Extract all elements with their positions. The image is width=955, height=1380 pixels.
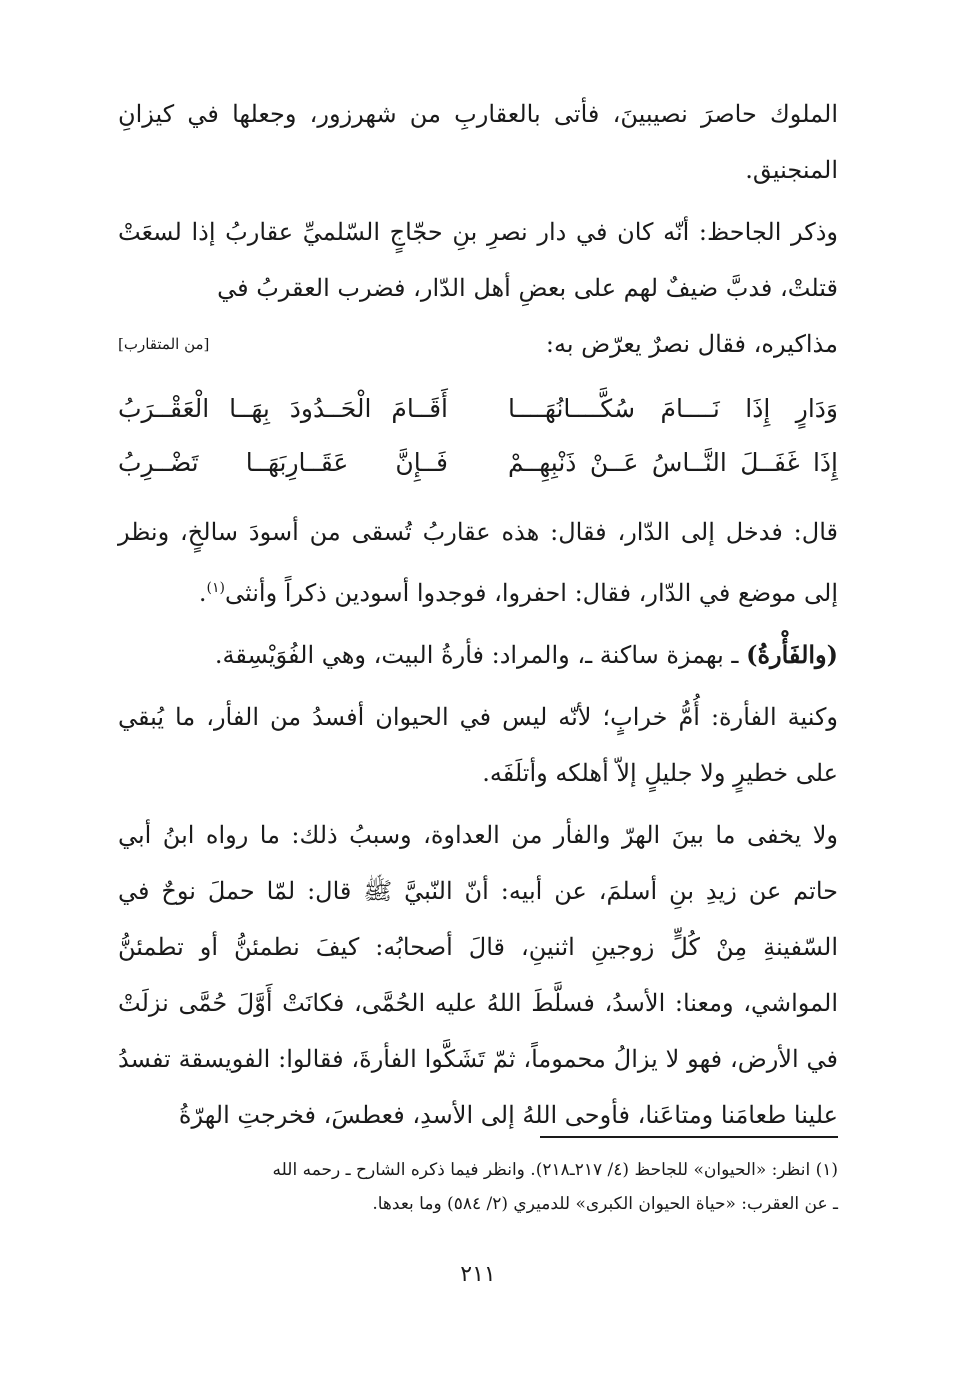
verse-2-second-hemistich: فَــإِنَّ عَقَــارِبَهَــا تَضْــرِبُ <box>118 448 448 477</box>
paragraph-3-text: قال: فدخل إلى الدّار، فقال: هذه عقاربُ تُسقى من أسودَ سالخٍ، ونظر إلى موضع في الدّار، فقال: احفروا، فوجدوا أسودين ذكراً وأنثى <box>118 518 838 607</box>
poem <box>118 382 838 490</box>
verse-1-first-hemistich: وَدَارٍ إِذَا نَــــامَ سُكَّــــانُهَــــا <box>508 394 838 423</box>
footnotes <box>118 1153 838 1221</box>
footnote-reference-1[interactable]: (١) <box>206 580 225 596</box>
verse-1 <box>118 382 838 436</box>
paragraph-2-closing: مذاكيره، فقال نصرٌ يعرّض به: <box>545 330 838 358</box>
paragraph-1: الملوك حاصرَ نصيبينَ، فأتى بالعقاربِ من شهرزور، وجعلها في كيزانِ المنجنيق. <box>118 100 838 184</box>
paragraph-2: وذكر الجاحظ: أنّه كان في دار نصرِ بنِ حجّاجٍ السّلميِّ عقاربُ إذا لسعَتْ قتلتْ، فدبَّ ضيفٌ لهم على بعضِ أهل الدّار، فضرب العقربُ في <box>118 218 838 302</box>
footnote-1-line-1: (١) انظر: «الحيوان» للجاحظ (٤/ ٢١٧ـ٢١٨). وانظر فيما ذكره الشارح ـ رحمه الله <box>272 1160 838 1180</box>
paragraph-6: ولا يخفى ما بينَ الهرّ والفأر من العداوة، وسببُ ذلك: ما رواه ابنُ أبي حاتم عن زيدِ بنِ أسلمَ، عن أبيه: أنّ النّبيَّ ﷺ قال: لمّا حملَ نوحٌ في السّفينةِ مِنْ كُلٍّ زوجينِ اثنينِ، قالَ أصحابُه: كيفَ نطمئنُّ أو تطمئنُّ المواشي، ومعنا: الأسدُ، فسلَّطَ اللهُ عليه الحُمَّى، فكانَتْ أَوَّلَ حُمَّى نزلَتْ في الأرض، فهو لا يزالُ محموماً، ثمّ تَشَكَّوا الفأرةَ، فقالوا: الفويسقة تفسدُ علينا طعامَنا ومتاعَنا، فأوحى اللهُ إلى الأسدِ، فعطسَ، فخرجتِ الهرّةُ <box>118 821 838 1129</box>
paragraph-5: وكنية الفأرة: أُمُّ خرابٍ؛ لأنّه ليس في الحيوان أفسدُ من الفأر، ما يُبقي على خطيرٍ ولا جليلٍ إلاّ أهلكه وأتلَفَه. <box>118 703 838 787</box>
verse-2-first-hemistich: إِذَا غَفَــلَ النَّــاسُ عَــنْ ذَنْبِهِــمْ <box>508 448 838 477</box>
verse-2 <box>118 436 838 490</box>
entry-term-mouse: (والفَأْرةُ) <box>746 640 838 669</box>
paragraph-3-end: . <box>198 579 207 607</box>
footnote-1-line-2: ـ عن العقرب: «حياة الحيوان الكبرى» للدميري (٢/ ٥٨٤) وما بعدها. <box>372 1194 838 1214</box>
page-body <box>118 86 838 1143</box>
paragraph-2-last-line <box>118 316 838 372</box>
paragraph-3 <box>118 504 838 621</box>
page-number: ٢١١ <box>460 1262 496 1287</box>
paragraph-4-text: ـ بهمزة ساكنة ـ، والمراد: فأرةُ البيت، وهي الفُوَيْسِقة. <box>214 641 747 669</box>
footnote-divider <box>540 1136 838 1138</box>
verse-1-second-hemistich: أَقَــامَ الْحَــدُودَ بِهَــا الْعَقْــرَبُ <box>118 394 448 423</box>
poetic-meter-label: [من المتقارب] <box>118 335 210 353</box>
paragraph-4 <box>118 627 838 683</box>
